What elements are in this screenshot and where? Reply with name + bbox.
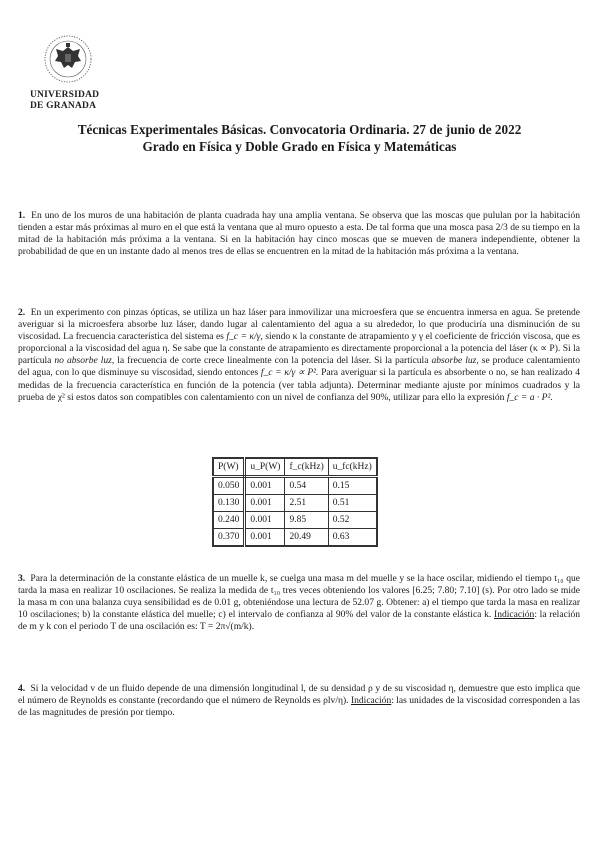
question-1 <box>18 210 580 258</box>
question-1-text: En uno de los muros de una habitación de planta cuadrada hay una amplia ventana. Se observa que las moscas que pululan por la habitación tienden a estar más próximas al muro en el que está la ventana que al muro opuesto a esta. De tal forma que una mosca pasa 2/3 de su tiempo en la mitad de la habitación más próxima a la ventana. Si en la habitación hay cinco moscas que se mueven de manera independiente, obtener la probabilidad de que en un instante dado al menos tres de ellas se encuentren en la mitad de la habitación más próxima a la ventana. <box>18 210 580 258</box>
table-cell: 0.050 <box>213 477 245 495</box>
table-cell: 0.001 <box>245 477 285 495</box>
question-2-text-5: Para averiguar si la partícula es absorbente o no, se han realizado 4 medidas de la frecuencia característica en función de la potencia (ver tabla adjunta). Determinar mediante ajuste por mínimos cuadrados y la prueba de χ² si estos datos son compatibles con calentamiento con un nivel de confianza del 90%, utilizar para ello la expresión <box>18 367 580 403</box>
table-cell: 0.001 <box>245 495 285 512</box>
table-row <box>213 512 377 529</box>
table-cell: 20.49 <box>285 529 328 547</box>
title-line2: Grado en Física y Doble Grado en Física y Matemáticas <box>142 139 457 154</box>
table-cell: 0.001 <box>245 512 285 529</box>
measurements-table <box>212 457 378 547</box>
table-cell: 0.001 <box>245 529 285 547</box>
table-cell: 0.370 <box>213 529 245 547</box>
university-name <box>30 90 114 112</box>
title-line1: Técnicas Experimentales Básicas. Convocatoria Ordinaria. 27 de junio de 2022 <box>77 122 522 137</box>
question-3-hint-label: Indicación <box>494 609 535 621</box>
table-cell: 0.15 <box>328 477 377 495</box>
column-header: u_P(W) <box>245 458 285 477</box>
question-1-number: 1. <box>18 210 26 221</box>
question-3-hint: : la relación de m y k con el periodo T de una oscilación es: T = 2π√(m/k). <box>18 609 581 633</box>
question-4 <box>18 683 580 719</box>
table-cell: 9.85 <box>285 512 328 529</box>
equation-fc-definition: f_c = κ/γ, <box>226 331 263 343</box>
question-2-text-2: siendo κ la constante de atrapamiento y γ el coeficiente de fricción viscosa, que es proporcional a la viscosidad del agua η. Se sabe que la constante de atrapamiento es directamente proporcional a la potencia del láser (κ ∝ P). Si la partícula <box>18 331 580 367</box>
question-2-text-3: , la frecuencia de corte crece linealmente con la potencia del láser. Si la partícula <box>111 355 429 367</box>
university-logo <box>30 34 114 112</box>
question-3-text: Para la determinación de la constante elástica de un muelle k, se cuelga una masa m del muelle y se la hace oscilar, midiendo el tiempo t₁₀ que tarda la masa en realizar 10 oscilaciones. Se realiza la medida de t₁₀ tres veces obteniendo los valores [6.25; 7.80; 7.10] (s). Por otro lado se mide la masa m con una balanza cuya sensibilidad es de 0.01 g, obteniéndose una lectura de 52.07 g. Obtener: a) el tiempo que tarda la masa en realizar 10 oscilaciones; b) la constante elástica del muelle; c) el intervalo de confianza al 90% del valor de la constante elástica k. <box>18 573 580 621</box>
question-3 <box>18 573 580 633</box>
equation-fc-proportional: f_c = κ/γ ∝ P². <box>260 367 319 379</box>
column-header: u_fc(kHz) <box>328 458 377 477</box>
exam-title <box>0 121 599 155</box>
question-2-text-1: En un experimento con pinzas ópticas, se utiliza un haz láser para inmovilizar una microesfera que se encuentra inmersa en agua. Se pretende averiguar si la microesfera absorbe luz láser, dando lugar al calentamiento del agua a su alrededor, lo que produciría una disminución de su viscosidad. La frecuencia característica del sistema es <box>18 307 580 343</box>
question-2 <box>18 307 580 404</box>
table-cell: 0.63 <box>328 529 377 547</box>
table-row <box>213 477 377 495</box>
table-cell: 2.51 <box>285 495 328 512</box>
column-header: P(W) <box>213 458 245 477</box>
question-2-text-4: , se produce calentamiento del agua, con lo que disminuye su viscosidad, siendo entonces <box>18 355 580 379</box>
table-header-row <box>213 458 377 477</box>
column-header: f_c(kHz) <box>285 458 328 477</box>
table-cell: 0.51 <box>328 495 377 512</box>
question-2-number: 2. <box>18 307 26 318</box>
university-line2: DE GRANADA <box>30 101 97 111</box>
table-row <box>213 495 377 512</box>
question-4-hint: : las unidades de la viscosidad corresponden a las de las magnitudes de presión por tiempo. <box>18 695 580 719</box>
no-absorbe-emphasis: no absorbe luz <box>54 355 112 367</box>
university-line1: UNIVERSIDAD <box>30 90 100 100</box>
table-cell: 0.240 <box>213 512 245 529</box>
absorbe-emphasis: absorbe luz <box>431 355 477 367</box>
question-4-number: 4. <box>18 683 26 694</box>
table-cell: 0.52 <box>328 512 377 529</box>
question-3-number: 3. <box>18 573 26 584</box>
table-row <box>213 529 377 547</box>
table-cell: 0.54 <box>285 477 328 495</box>
question-4-text: Si la velocidad v de un fluido depende de una dimensión longitudinal l, de su densidad ρ y de su viscosidad η, demuestre que esto implica que el número de Reynolds es constante (recordando que el número de Reynolds es ρlv/η). <box>18 683 580 707</box>
table-cell: 0.130 <box>213 495 245 512</box>
university-seal-icon <box>43 34 93 84</box>
equation-fit: f_c = a · P². <box>506 391 553 403</box>
question-4-hint-label: Indicación <box>350 695 392 707</box>
